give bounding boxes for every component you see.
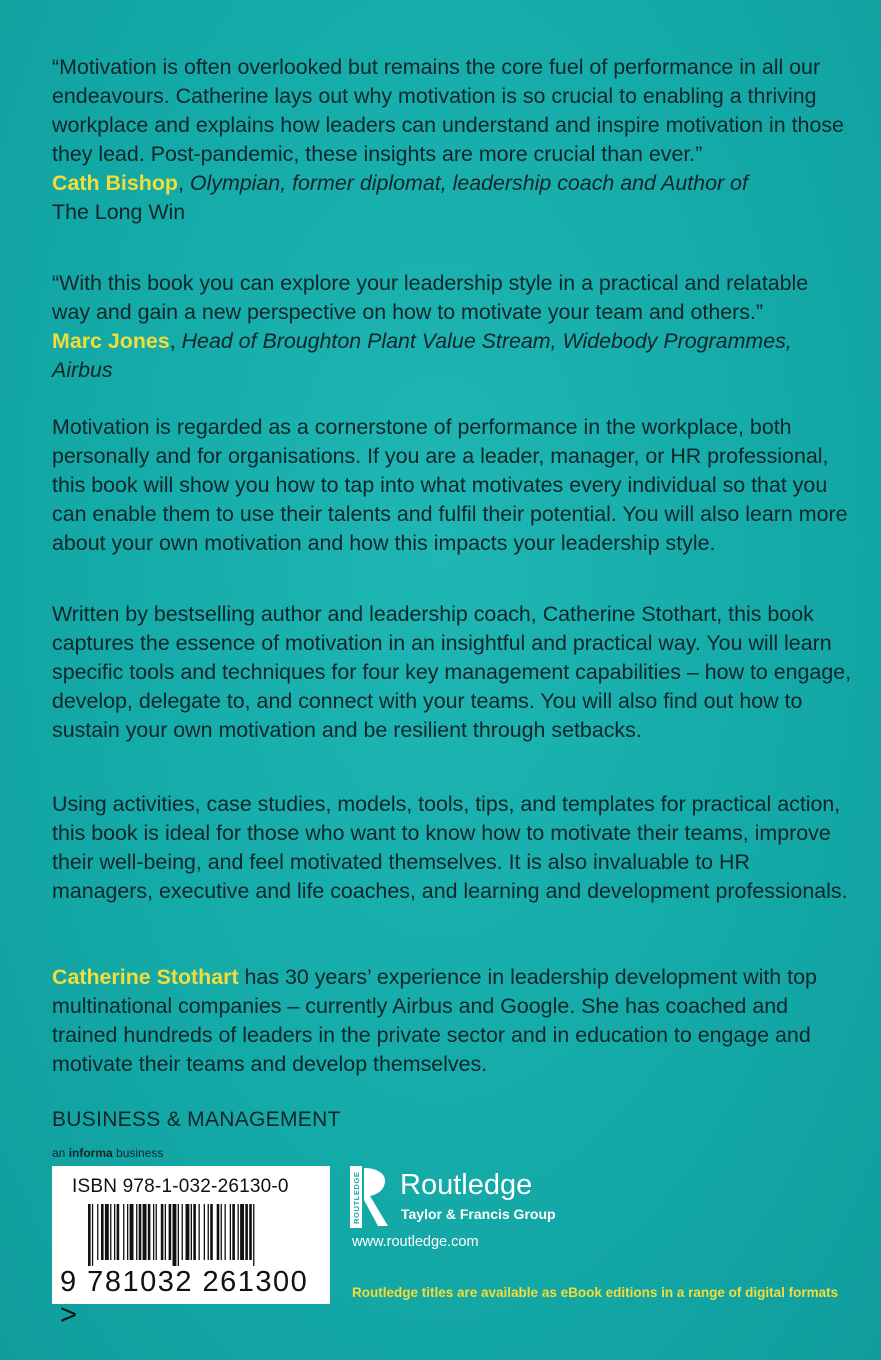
barcode-bar bbox=[230, 1204, 231, 1260]
barcode-bar bbox=[153, 1204, 154, 1260]
reviewer-book-title-1: The Long Win bbox=[52, 200, 186, 224]
barcode-bar bbox=[97, 1204, 98, 1260]
isbn-digits: 9 781032 261300 > bbox=[60, 1266, 309, 1331]
barcode-bar bbox=[130, 1204, 134, 1260]
author-name: Catherine Stothart bbox=[52, 965, 239, 989]
barcode-bar bbox=[156, 1204, 157, 1260]
publisher-name: Routledge bbox=[400, 1169, 533, 1201]
routledge-logo-icon bbox=[350, 1166, 392, 1228]
barcode-bar bbox=[199, 1204, 200, 1260]
reviewer-role-2: Head of Broughton Plant Value Stream, Widebody Programmes, Airbus bbox=[52, 329, 792, 382]
blurb-paragraph-1: Motivation is regarded as a cornerstone of performance in the workplace, both personally and for organisations. If you are a leader, manager, or HR professional, this book will show you how to tap into what motivates every individual so that you can enable them to use their talents and fulfil their potential. You will also learn more about your own motivation and how this impacts your leadership style. bbox=[52, 415, 848, 555]
barcode-bar bbox=[110, 1204, 111, 1260]
review-quote-1 bbox=[52, 53, 852, 227]
barcode-bar bbox=[169, 1204, 172, 1260]
barcode-bar bbox=[245, 1204, 248, 1260]
review-1-text: “Motivation is often overlooked but remains the core fuel of performance in all our endeavours. Catherine lays out why motivation is so crucial to enabling a thriving workplace and explains how leaders can understand and inspire motivation in those they lead. Post-pandemic, these insights are more crucial than ever.” bbox=[52, 55, 844, 166]
author-bio bbox=[52, 963, 852, 1079]
author-bio-text: has 30 years’ experience in leadership development with top multinational companies – currently Airbus and Google. She has coached and trained hundreds of leaders in the private sector and in education to engage and motivate their teams and develop themselves. bbox=[52, 965, 817, 1076]
reviewer-sep-2: , bbox=[169, 329, 182, 353]
barcode-bar bbox=[208, 1204, 209, 1260]
barcode-bar bbox=[225, 1204, 226, 1260]
barcode-bar bbox=[178, 1204, 179, 1266]
barcode-bars bbox=[88, 1204, 294, 1266]
isbn-label: ISBN 978-1-032-26130-0 bbox=[72, 1176, 289, 1197]
publisher-group: Taylor & Francis Group bbox=[401, 1206, 556, 1222]
publisher-url[interactable]: www.routledge.com bbox=[352, 1234, 479, 1250]
review-2-text: “With this book you can explore your leadership style in a practical and relatable way and gain a new perspective on how to motivate your team and others.” bbox=[52, 271, 809, 324]
barcode-bar bbox=[127, 1204, 128, 1260]
reviewer-sep-1: , bbox=[177, 171, 190, 195]
barcode-bar bbox=[114, 1204, 115, 1260]
barcode-bar bbox=[161, 1204, 164, 1260]
barcode-bar bbox=[92, 1204, 93, 1266]
barcode-bar bbox=[136, 1204, 137, 1260]
barcode-bar bbox=[117, 1204, 120, 1260]
barcode-bar bbox=[240, 1204, 244, 1260]
isbn-barcode bbox=[52, 1166, 330, 1331]
barcode-bar bbox=[173, 1204, 177, 1266]
barcode-bar bbox=[186, 1204, 190, 1260]
barcode-bar bbox=[210, 1204, 213, 1260]
barcode-bar bbox=[217, 1204, 220, 1260]
barcode-bar bbox=[139, 1204, 142, 1260]
informa-brand: informa bbox=[68, 1146, 113, 1160]
barcode-bar bbox=[148, 1204, 151, 1260]
barcode-bar bbox=[249, 1204, 252, 1260]
routledge-logo-text: ROUTLEDGE bbox=[352, 1171, 361, 1224]
blurb-paragraph-2: Written by bestselling author and leadership coach, Catherine Stothart, this book captures the essence of motivation in an insightful and practical way. You will learn specific tools and techniques for four key management capabilities – how to engage, develop, delegate to, and connect with your teams. You will also find out how to sustain your own motivation and be resilient through setbacks. bbox=[52, 602, 852, 742]
blurb-paragraph-3: Using activities, case studies, models, tools, tips, and templates for practical action, this book is ideal for those who want to know how to motivate their teams, improve their well-being, and feel motivated themselves. It is also invaluable to HR managers, executive and life coaches, and learning and development professionals. bbox=[52, 792, 848, 903]
informa-business-label bbox=[52, 1146, 163, 1160]
barcode-bar bbox=[204, 1204, 205, 1260]
barcode-bar bbox=[105, 1204, 109, 1260]
barcode-bar bbox=[123, 1204, 124, 1260]
review-quote-2 bbox=[52, 269, 852, 385]
barcode-bar bbox=[232, 1204, 235, 1260]
reviewer-role-1: Olympian, former diplomat, leadership coach and Author of bbox=[189, 171, 748, 195]
reviewer-name-1: Cath Bishop bbox=[52, 171, 178, 195]
barcode-bar bbox=[182, 1204, 183, 1260]
barcode-bar bbox=[191, 1204, 192, 1260]
barcode-bar bbox=[253, 1204, 254, 1266]
reviewer-name-2: Marc Jones bbox=[52, 329, 170, 353]
barcode-bar bbox=[143, 1204, 147, 1260]
ebook-note: Routledge titles are available as eBook editions in a range of digital formats bbox=[352, 1285, 839, 1300]
barcode-bar bbox=[165, 1204, 166, 1260]
informa-suffix: business bbox=[112, 1146, 164, 1160]
barcode-bar bbox=[238, 1204, 239, 1260]
barcode-bar bbox=[221, 1204, 222, 1260]
category-label: BUSINESS & MANAGEMENT bbox=[52, 1108, 341, 1131]
informa-prefix: an bbox=[52, 1146, 69, 1160]
barcode-bar bbox=[101, 1204, 104, 1260]
barcode-bar bbox=[88, 1204, 91, 1266]
barcode-bar bbox=[193, 1204, 196, 1260]
